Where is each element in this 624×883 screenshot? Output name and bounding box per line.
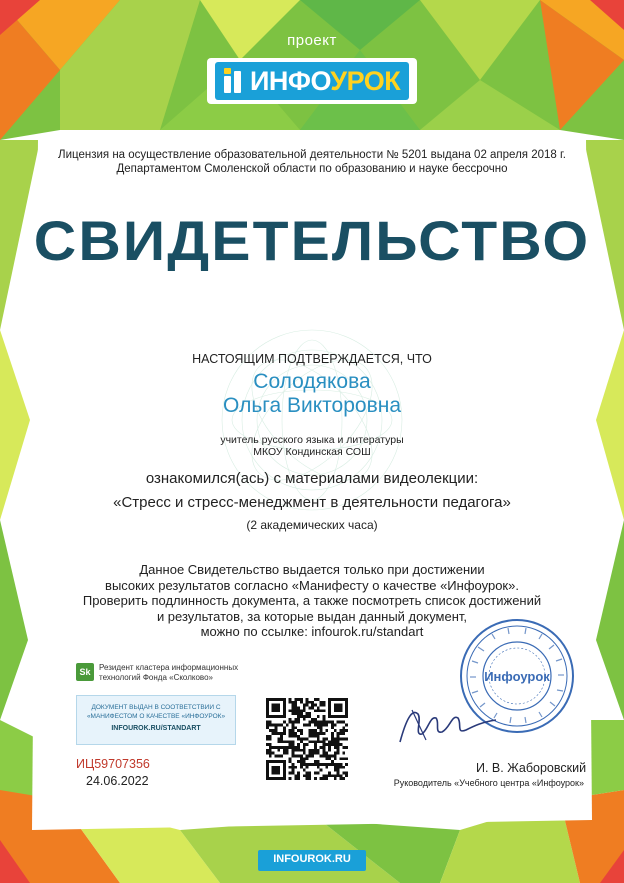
disclaimer-line-2: высоких результатов согласно «Манифесту о качестве «Инфоурок». — [105, 577, 519, 593]
skolkovo-logo-icon: Sk — [76, 663, 94, 681]
document-id: ИЦ59707356 — [76, 757, 150, 771]
manifest-link: INFOUROK.RU/STANDART — [111, 725, 201, 732]
license-line-2: Департаментом Смоленской области по образованию и науке бессрочно — [116, 163, 508, 175]
skolkovo-line-2: технологий Фонда «Сколково» — [99, 673, 213, 682]
skolkovo-line-1: Резидент кластера информационных — [99, 663, 239, 672]
course-hours: (2 академических часа) — [246, 518, 378, 532]
license-line-1: Лицензия на осуществление образовательной деятельности № 5201 выдана 02 апреля 2018 г. — [58, 149, 566, 161]
recipient-name — [0, 370, 624, 418]
disclaimer-line-4: и результатов, за которые выдан данный документ, — [156, 608, 468, 624]
recipient-given-names: Ольга Викторовна — [222, 394, 402, 417]
infourok-logo-icon — [222, 67, 248, 95]
stamp-center-text: Инфоурок — [484, 669, 550, 684]
manifest-line-2: «МАНИФЕСТОМ О КАЧЕСТВЕ «ИНФОУРОК» — [86, 713, 226, 720]
recipient-surname: Солодякова — [253, 370, 371, 393]
disclaimer-line-3: Проверить подлинность документа, а также посмотреть список достижений — [82, 593, 542, 608]
infourok-logo-text — [250, 66, 400, 97]
manifest-box — [76, 695, 236, 745]
skolkovo-text — [99, 663, 269, 683]
project-label: проект — [287, 32, 337, 49]
license-text — [0, 148, 624, 176]
course-title: «Стресс и стресс-менеджмент в деятельности педагога» — [113, 494, 511, 511]
signature-icon — [392, 700, 502, 750]
logo-text-accent: УРОК — [330, 66, 401, 96]
disclaimer-line-1: Данное Свидетельство выдается только при достижении — [139, 562, 485, 577]
confirmation-phrase: НАСТОЯЩИМ ПОДТВЕРЖДАЕТСЯ, ЧТО — [192, 352, 432, 366]
signer-name: И. В. Жаборовский — [476, 761, 587, 775]
footer-site-link[interactable]: INFOUROK.RU — [273, 853, 351, 865]
disclaimer-line-5: можно по ссылке: infourok.ru/standart — [200, 624, 424, 639]
signer-title: Руководитель «Учебного центра «Инфоурок» — [393, 778, 584, 788]
document-date: 24.06.2022 — [86, 774, 149, 788]
manifest-line-1: ДОКУМЕНТ ВЫДАН В СООТВЕТСТВИИ С — [91, 704, 221, 711]
position-line-1: учитель русского языка и литературы — [220, 434, 404, 446]
qr-code-icon — [266, 698, 348, 780]
acquainted-text: ознакомился(ась) с материалами видеолекции: — [145, 470, 479, 487]
position-line-2: МКОУ Кондинская СОШ — [253, 446, 371, 458]
recipient-position — [0, 434, 624, 458]
certificate-title: СВИДЕТЕЛЬСТВО — [33, 209, 591, 272]
logo-text-main: ИНФО — [250, 66, 331, 96]
